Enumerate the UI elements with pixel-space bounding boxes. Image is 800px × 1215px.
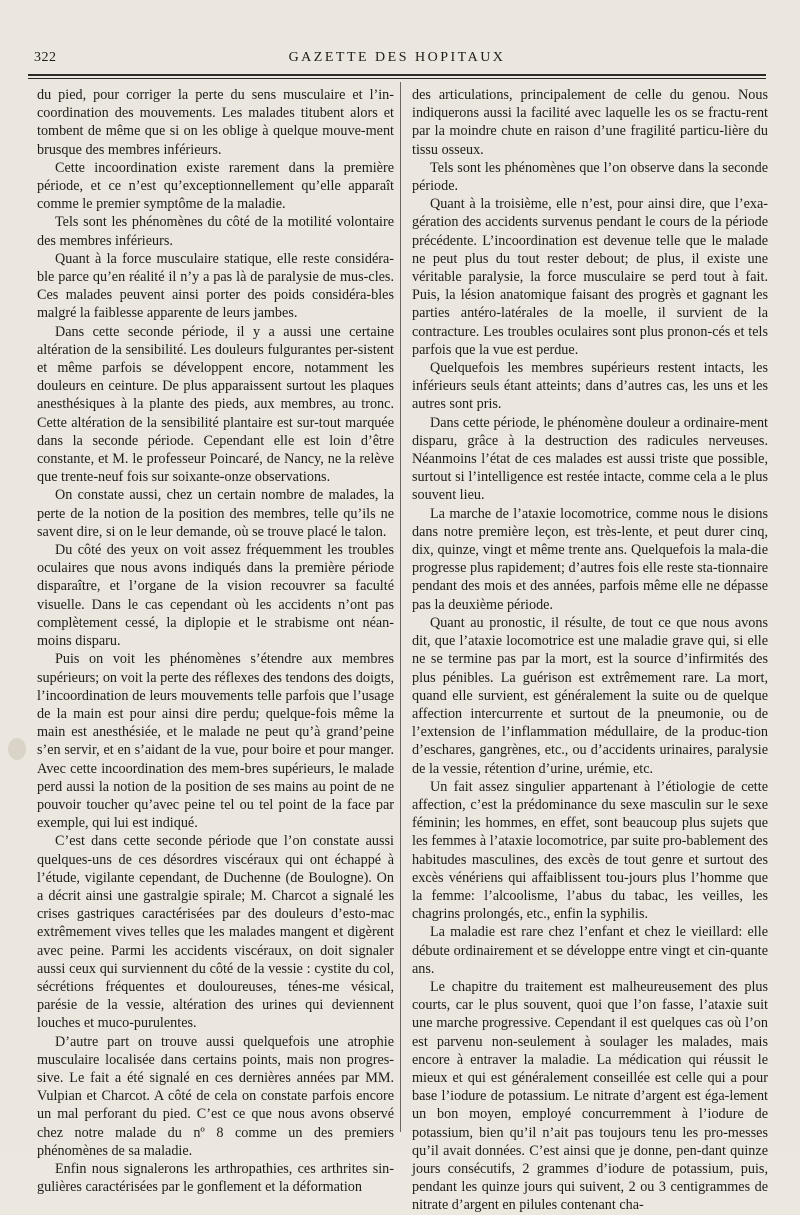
paragraph: Quant à la troisième, elle n’est, pour ainsi dire, que l’exa-gération des accidents survenus pendant le cours de la période précédente. L’incoordination est devenue telle que le malade ne peut plus du tout rester debout; de plus, il existe une véritable paralysie, la force musculaire se perd tout à fait. Puis, la lésion anatomique faisant des progrès et gagnant les parties antéro-latérales de la moelle, il survient de la contracture. Les troubles oculaires sont plus pronon-cés et tels parfois que la vue est perdue. bbox=[412, 196, 768, 358]
page-header bbox=[28, 44, 766, 74]
paragraph: Le chapitre du traitement est malheureusement des plus courts, car le plus souvent, quoi que l’on fasse, l’ataxie suit une marche progressive. Cependant il est quelques cas où l’on est parvenu non-seulement à soulager les malades, mais encore à entraver la maladie. La médication qui réussit le mieux et qui est généralement conseillée est celle qui a pour base l’iodure de potassium. Le nitrate d’argent est éga-lement un bon moyen, employé concurremment à l’iodure de potassium, bien qu’il n’ait pas toujours tenu les pro-messes qu’il avait données. C’est ainsi que je donne, pen-dant quinze jours consécutifs, 2 grammes d’iodure de potassium, puis, pendant les quinze jours qui suivent, 2 ou 3 centigrammes de nitrate d’argent en pilules contenant cha- bbox=[412, 978, 768, 1214]
page-number: 322 bbox=[34, 50, 57, 65]
paragraph: Dans cette seconde période, il y a aussi une certaine altération de la sensibilité. Les douleurs fulgurantes per-sistent et même parfois se développent encore, notamment les douleurs en ceinture. De plus apparaissent surtout les plaques anesthésiques à la plante des pieds, aux membres, au tronc. Cette altération de la sensibilité plantaire est sur-tout marquée dans la seconde période. Cependant elle est loin d’être constante, et M. le professeur Poincaré, de Nancy, ne la relève que trente-neuf fois sur soixante-onze observations. bbox=[37, 323, 394, 486]
right-column bbox=[412, 86, 768, 1215]
publication-title: GAZETTE DES HOPITAUX bbox=[288, 50, 506, 65]
left-column bbox=[37, 86, 394, 1196]
header-rule bbox=[28, 74, 766, 79]
paragraph: Un fait assez singulier appartenant à l’étiologie de cette affection, c’est la prédominance du sexe masculin sur le sexe féminin; les hommes, en effet, sont beaucoup plus sujets que les femmes à l’ataxie locomotrice, par suite pro-bablement des habitudes masculines, des excès de tout genre et surtout des excès vénériens qui affaiblissent tou-jours plus l’homme que la femme: l’alcoolisme, l’abus du tabac, les veilles, les chagrins prolongés, etc., enfin la syphilis. bbox=[412, 778, 768, 923]
paragraph: Dans cette période, le phénomène douleur a ordinaire-ment disparu, grâce à la destruction des radicules nerveuses. Néanmoins l’état de ces malades est aussi triste que possible, surtout si l’intelligence est restée intacte, comme cela a le plus souvent lieu. bbox=[412, 414, 768, 504]
paragraph: Puis on voit les phénomènes s’étendre aux membres supérieurs; on voit la perte des réflexes des tendons des doigts, l’incoordination de leurs mouvements telle parfois que l’usage de la main est pour ainsi dire perdu; quelque-fois même la main est anesthésiée, et le malade ne peut qu’à grand’peine s’en servir, et en s’aidant de la vue, pour boire et pour manger. Avec cette incoordination des mem-bres supérieurs, le malade perd aussi la notion de la position de ses mains au point de ne pouvoir toucher qu’avec peine tel ou tel point de la face par exemple, qui lui est indiqué. bbox=[37, 651, 394, 832]
paragraph: du pied, pour corriger la perte du sens musculaire et l’in-coordination des mouvements. Les malades titubent alors et tombent de même que si on les oblige à quelque mouve-ment brusque des membres inférieurs. bbox=[37, 87, 394, 158]
paper-stain bbox=[8, 738, 26, 760]
paragraph: C’est dans cette seconde période que l’on constate aussi quelques-uns de ces désordres viscéraux qui ont échappé à l’étude, vigilante cependant, de Duchenne (de Boulogne). On a décrit ainsi une gastralgie spirale; M. Charcot a signalé les crises gastriques caractérisées par des douleurs d’esto-mac extrêmement vives telles que les malades mangent et digèrent avec peine. Parmi les accidents viscéraux, on doit signaler aussi ceux qui surviennent du côté de la vessie : cystite du col, sécrétions fréquentes et douloureuses, ténes-me vésical, parésie de la vessie, altération des urines qui deviennent louches et muco-purulentes. bbox=[37, 833, 394, 1032]
paragraph: Tels sont les phénomènes que l’on observe dans la seconde période. bbox=[412, 159, 768, 195]
paragraph: Cette incoordination existe rarement dans la première période, et ce n’est qu’exceptionnellement qu’elle apparaît comme le premier symptôme de la maladie. bbox=[37, 159, 394, 213]
paragraph: Quelquefois les membres supérieurs restent intacts, les inférieurs seuls étant atteints; dans d’autres cas, les uns et les autres sont pris. bbox=[412, 360, 768, 413]
paragraph: On constate aussi, chez un certain nombre de malades, la perte de la notion de la position des membres, telle qu’ils ne savent dire, si on le leur demande, où se trouve placé le talon. bbox=[37, 487, 394, 540]
column-divider bbox=[400, 82, 401, 1132]
paragraph: La marche de l’ataxie locomotrice, comme nous le disions dans notre première leçon, est très-lente, et peut durer cinq, dix, quinze, vingt et même trente ans. Quelquefois la mala-die progresse plus rapidement; d’autres fois elle reste sta-tionnaire pendant des mois et des années, parfois même elle ne dépasse pas la deuxième période. bbox=[412, 505, 768, 613]
paragraph: D’autre part on trouve aussi quelquefois une atrophie musculaire localisée dans certains points, mais non progres-sive. Le fait a été signalé en ces dernières années par MM. Vulpian et Charcot. A côté de cela on constate parfois encore un mal perforant du pied. C’est ce que nous avons observé chez notre malade du nº 8 comme un des premiers phénomènes de sa maladie. bbox=[37, 1033, 394, 1159]
paragraph: La maladie est rare chez l’enfant et chez le vieillard: elle débute ordinairement et se développe entre vingt et cin-quante ans. bbox=[412, 924, 768, 977]
paragraph: Quant à la force musculaire statique, elle reste considéra-ble parce qu’en réalité il n’y a pas là de paralysie de mus-cles. Ces malades peuvent ainsi porter des poids considéra-bles malgré la faiblesse apparente de leurs jambes. bbox=[37, 250, 394, 322]
paragraph: Quant au pronostic, il résulte, de tout ce que nous avons dit, que l’ataxie locomotrice est une maladie grave qui, si elle ne se termine pas par la mort, est la source d’infirmités des plus pénibles. La guérison est extrêmement rare. La mort, quand elle survient, est généralement la suite ou de quelque affection intercurrente et surtout de la pneumonie, ou de l’extension de l’inflammation médullaire, de la produc-tion d’eschares, gangrènes, etc., ou d’accidents urinaires, paralysie de la vessie, rétention d’urine, urémie, etc. bbox=[412, 614, 768, 777]
paragraph: des articulations, principalement de celle du genou. Nous indiquerons aussi la facilité avec laquelle les os se fractu-rent par la moindre chute en raison d’une fragilité particu-lière du tissu osseux. bbox=[412, 87, 768, 158]
paragraph: Du côté des yeux on voit assez fréquemment les troubles oculaires que nous avons indiqués dans la première période disparaître, et l’organe de la vision recouvrer sa faculté visuelle. Dans le cas cependant où les accidents n’ont pas complètement cessé, la diplopie et le strabisme ont néan-moins disparu. bbox=[37, 542, 394, 650]
paragraph: Tels sont les phénomènes du côté de la motilité volontaire des membres inférieurs. bbox=[37, 214, 394, 249]
paragraph: Enfin nous signalerons les arthropathies, ces arthrites sin-gulières caractérisées par le gonflement et la déformation bbox=[37, 1160, 394, 1196]
